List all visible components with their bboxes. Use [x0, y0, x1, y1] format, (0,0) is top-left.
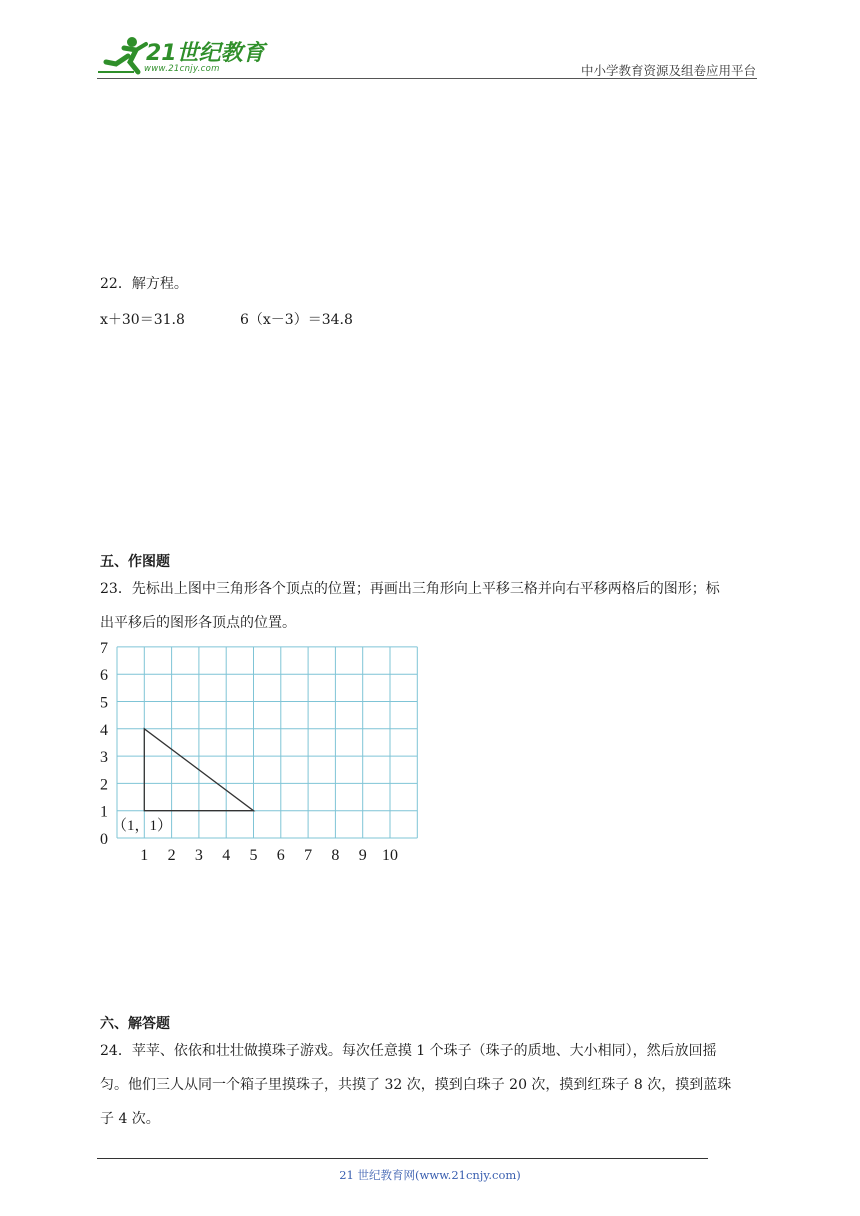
- x-tick-label: 10: [382, 847, 398, 864]
- y-tick-label: 7: [100, 639, 108, 657]
- y-tick-label: 0: [100, 831, 108, 848]
- x-tick-label: 7: [304, 847, 313, 864]
- vertex-label: （1，1）: [112, 818, 173, 834]
- x-tick-label: 4: [222, 847, 231, 864]
- footer-divider: [97, 1158, 708, 1159]
- y-tick-label: 5: [100, 694, 108, 712]
- q22-equation-1: x＋30＝31.8: [100, 312, 185, 328]
- header-platform-text: 中小学教育资源及组卷应用平台: [580, 63, 756, 78]
- x-tick-label: 6: [276, 847, 285, 864]
- logo-url: www.21cnjy.com: [144, 64, 220, 74]
- q24-line-2: 匀。他们三人从同一个箱子里摸珠子，共摸了 32 次，摸到白珠子 20 次，摸到红珠子 8 次，摸到蓝珠: [100, 1077, 732, 1093]
- footer-text: 21 世纪教育网(www.21cnjy.com): [339, 1168, 521, 1182]
- x-tick-label: 2: [167, 847, 176, 864]
- x-tick-label: 5: [249, 847, 258, 864]
- x-tick-label: 1: [140, 847, 149, 864]
- header-divider: [97, 78, 757, 79]
- logo-text: 21世纪教育: [146, 41, 265, 66]
- section-5-heading: 五、作图题: [100, 554, 170, 570]
- q24-text: [100, 1034, 764, 1136]
- q22-title: 22．解方程。: [100, 276, 188, 292]
- x-tick-label: 8: [331, 847, 340, 864]
- q23-text: [100, 572, 764, 640]
- x-tick-label: 9: [358, 847, 367, 864]
- q23-line-1: 23．先标出上图中三角形各个顶点的位置；再画出三角形向上平移三格并向右平移两格后的图形；标: [100, 581, 720, 597]
- q22-equation-2: 6（x－3）＝34.8: [240, 312, 353, 328]
- x-tick-label: 3: [194, 847, 203, 864]
- y-tick-label: 6: [100, 667, 108, 685]
- q24-line-1: 24．苹苹、依依和壮壮做摸珠子游戏。每次任意摸 1 个珠子（珠子的质地、大小相同），然后放回摇: [100, 1043, 717, 1059]
- section-6-heading: 六、解答题: [100, 1016, 170, 1032]
- q23-line-2: 出平移后的图形各顶点的位置。: [100, 615, 296, 631]
- y-tick-label: 3: [100, 749, 108, 767]
- y-tick-label: 4: [100, 721, 108, 739]
- coordinate-grid-figure: [90, 635, 430, 870]
- y-tick-label: 1: [100, 803, 108, 821]
- coordinate-grid: [90, 635, 430, 870]
- y-tick-label: 2: [100, 776, 108, 794]
- q24-line-3: 子 4 次。: [100, 1111, 160, 1127]
